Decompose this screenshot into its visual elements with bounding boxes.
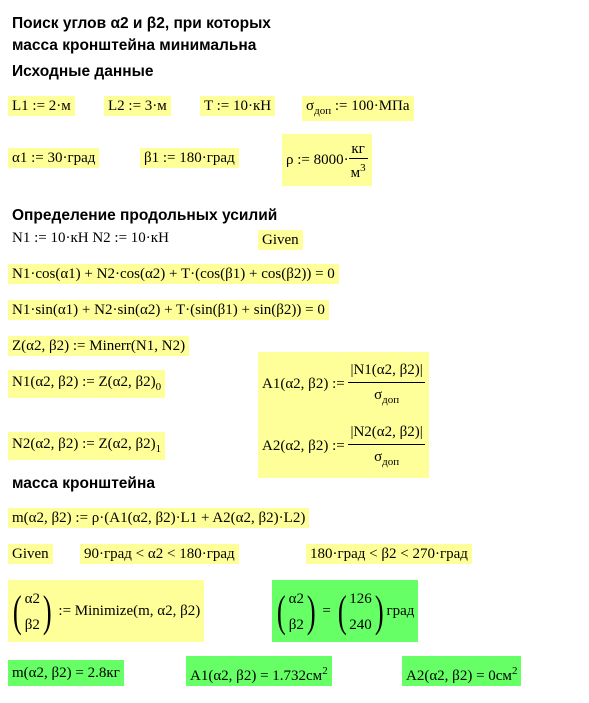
a2-definition[interactable] <box>258 414 429 478</box>
n1-def-text: N1(α2, β2) := Z(α2, β2) <box>12 374 156 390</box>
rho-label: ρ := 8000· <box>286 152 349 168</box>
a2-def-text: A2(α2, β2) := <box>262 438 345 454</box>
result-value-vector <box>349 586 372 638</box>
constraint-beta2[interactable]: 180·град < β2 < 270·град <box>306 544 472 564</box>
title-line-1: Поиск углов α2 и β2, при которых <box>12 15 271 32</box>
right-paren: ) <box>42 586 52 636</box>
rho-unit-fraction <box>349 140 368 182</box>
input-L2[interactable]: L2 := 3·м <box>104 96 171 116</box>
minimize-result[interactable] <box>272 580 418 642</box>
output-mass[interactable]: m(α2, β2) = 2.8кг <box>8 660 124 686</box>
minimize-call: := Minimize(m, α2, β2) <box>58 603 201 619</box>
a1-sigma: σ <box>374 386 383 403</box>
a2-sigma-sub: доп <box>382 455 400 468</box>
rho-den-pow: 3 <box>360 161 366 174</box>
n1-index: 0 <box>155 381 162 393</box>
output-a2-text: A2(α2, β2) = 0см <box>406 668 512 684</box>
res-value-beta2: 240 <box>349 616 372 633</box>
minimize-vector <box>25 586 40 638</box>
n-initial-values: N1 := 10·кН N2 := 10·кН <box>12 230 169 246</box>
n2-def-text: N2(α2, β2) := Z(α2, β2) <box>12 436 156 452</box>
output-A1[interactable] <box>186 656 332 686</box>
section-mass: масса кронштейна <box>12 475 155 492</box>
n2-definition[interactable] <box>8 432 165 460</box>
res-beta2: β2 <box>288 616 304 633</box>
section-forces: Определение продольных усилий <box>12 207 278 224</box>
equation-cos[interactable]: N1·cos(α1) + N2·cos(α2) + T·(cos(β1) + cos(β2)) = 0 <box>8 264 339 284</box>
output-a1-text: A1(α2, β2) = 1.732см <box>190 668 323 684</box>
section-input-data: Исходные данные <box>12 63 154 80</box>
equation-sin[interactable]: N1·sin(α1) + N2·sin(α2) + T·(sin(β1) + sin(β2)) = 0 <box>8 300 329 320</box>
constraint-alpha2[interactable]: 90·град < α2 < 180·град <box>80 544 239 564</box>
a1-fraction <box>348 358 424 412</box>
result-var-vector <box>289 586 304 638</box>
a2-sigma: σ <box>374 448 383 465</box>
res-alpha2: α2 <box>288 590 305 607</box>
a1-numerator: |N1(α2, β2)| <box>348 358 424 383</box>
sigma-value: := 100·МПа <box>334 98 410 114</box>
n2-index: 1 <box>155 443 162 455</box>
a1-sigma-sub: доп <box>382 393 400 406</box>
res-right-paren-1: ) <box>306 586 316 636</box>
vec-beta2: β2 <box>24 616 40 633</box>
output-A2[interactable] <box>402 656 521 686</box>
output-a2-pow: 2 <box>511 665 518 677</box>
output-a1-pow: 2 <box>322 665 328 677</box>
rho-unit-num: кг <box>349 140 368 159</box>
input-rho[interactable] <box>282 134 372 186</box>
res-right-paren-2: ) <box>374 586 384 636</box>
a2-numerator: |N2(α2, β2)| <box>348 420 424 445</box>
given-keyword-2[interactable]: Given <box>8 544 53 564</box>
n1-definition[interactable] <box>8 370 165 398</box>
vec-alpha2: α2 <box>24 590 41 607</box>
res-unit: град <box>386 603 415 619</box>
a1-def-text: A1(α2, β2) := <box>262 376 345 392</box>
res-left-paren-1: ( <box>276 586 286 636</box>
minerr-definition[interactable]: Z(α2, β2) := Minerr(N1, N2) <box>8 336 189 356</box>
input-L1[interactable]: L1 := 2·м <box>8 96 75 116</box>
given-keyword-1[interactable]: Given <box>258 230 303 250</box>
rho-unit-den <box>349 159 368 182</box>
mass-definition[interactable]: m(α2, β2) := ρ·(A1(α2, β2)·L1 + A2(α2, β2)·L2) <box>8 508 309 528</box>
left-paren: ( <box>12 586 22 636</box>
input-beta1[interactable]: β1 := 180·град <box>140 148 239 168</box>
a1-denominator <box>348 383 424 412</box>
input-sigma[interactable] <box>302 96 414 121</box>
sigma-symbol: σ <box>306 98 315 114</box>
minimize-assignment[interactable] <box>8 580 204 642</box>
title-line-2: масса кронштейна минимальна <box>12 37 257 54</box>
input-alpha1[interactable]: α1 := 30·град <box>8 148 99 168</box>
a2-fraction <box>348 420 424 474</box>
a2-denominator <box>348 445 424 474</box>
sigma-sub: доп <box>314 105 332 117</box>
res-value-alpha2: 126 <box>349 590 372 607</box>
a1-definition[interactable] <box>258 352 429 416</box>
res-equals: = <box>322 603 331 619</box>
res-left-paren-2: ( <box>337 586 347 636</box>
input-T[interactable]: T := 10·кН <box>200 96 275 116</box>
rho-den-text: м <box>350 164 361 181</box>
